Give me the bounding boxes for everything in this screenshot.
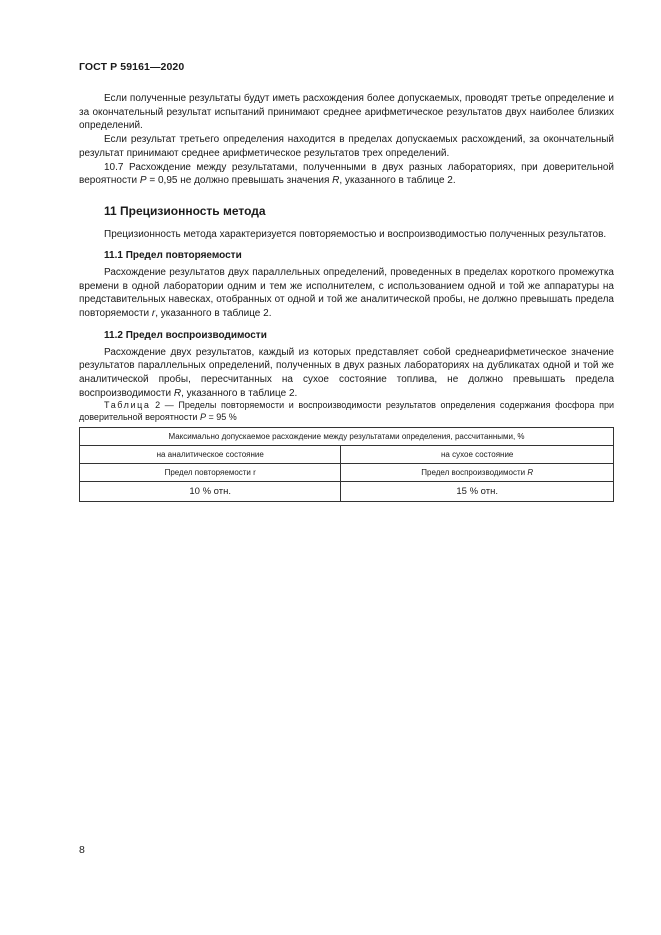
- variable-r-upper: R: [332, 175, 340, 187]
- text-run: = 95 %: [205, 411, 237, 422]
- text-run: Предел повторяемости: [164, 468, 254, 477]
- variable-p: P: [139, 175, 147, 187]
- table-caption: [79, 400, 614, 423]
- text-run: , указанного в таблице 2.: [181, 387, 298, 399]
- table-row: [80, 428, 614, 446]
- table-row: [80, 464, 614, 482]
- section-11-title: 11 Прецизионность метода: [104, 203, 266, 218]
- precision-table: [79, 427, 614, 502]
- page-number: 8: [79, 844, 85, 856]
- paragraph-third-within-limits: Если результат третьего определения находится в пределах допускаемых расхождений, за окончательный результат принимают среднее арифметическое результатов трех определений.: [79, 134, 614, 159]
- variable-r-lower: r: [253, 468, 256, 477]
- text-run: 10.7 Расхождение между результатами, полученными в двух разных лабораториях, при доверительной вероятности: [79, 161, 614, 187]
- page-content: [79, 92, 614, 502]
- table-row: [80, 482, 614, 502]
- table-row: [80, 446, 614, 464]
- table-cell-reproducibility-limit: [341, 464, 614, 482]
- text-run: , указанного в таблице 2.: [155, 308, 272, 320]
- text-run: Предел воспроизводимости: [421, 468, 528, 477]
- table-cell-repeatability-limit: [80, 464, 341, 482]
- section-11-2-text: [79, 346, 614, 401]
- section-11-1-text: [79, 266, 614, 321]
- table-cell-analytical-state: на аналитическое состояние: [80, 446, 341, 464]
- table-cell-repeatability-value: 10 % отн.: [80, 482, 341, 502]
- section-11-2-title: 11.2 Предел воспроизводимости: [104, 329, 267, 341]
- table-cell-dry-state: на сухое состояние: [341, 446, 614, 464]
- caption-label: Таблица: [104, 400, 151, 411]
- variable-r-upper: R: [173, 387, 182, 399]
- document-header: ГОСТ Р 59161—2020: [79, 61, 185, 73]
- text-run: Расхождение результатов двух параллельных определений, проведенных в пределах короткого промежутка времени в одной лаборатории одним и тем же исполнителем, с использованием одной и той же аппаратуры на представительных навесках, отобранных от одной и той же аналитической пробы, не должно превышать предела повторяемости: [79, 267, 614, 320]
- table-header-cell: Максимально допускаемое расхождение между результатами определения, рассчитанными, %: [80, 428, 614, 446]
- paragraph-third-determination: Если полученные результаты будут иметь расхождения более допускаемых, проводят третье определение и за окончательный результат испытаний принимают среднее арифметическое результатов двух наиболее близких определений.: [79, 93, 614, 132]
- table-cell-reproducibility-value: 15 % отн.: [341, 482, 614, 502]
- variable-r-lower: r: [151, 308, 156, 320]
- text-run: = 0,95 не должно превышать значения: [146, 175, 333, 187]
- text-run: 2 — Пределы повторяемости и воспроизводимости результатов определения содержания фосфора при доверительной вероятности: [79, 400, 614, 422]
- text-run: Расхождение двух результатов, каждый из которых представляет собой среднеарифметическое значение результатов параллельных определений, полученных в двух разных лабораториях на дубликатах одной и той же аналитической пробы, пересчитанных на сухое состояние топлива, не должно превышать предела воспроизводимости: [79, 346, 614, 399]
- variable-p: P: [199, 411, 206, 422]
- text-run: , указанного в таблице 2.: [339, 175, 456, 187]
- paragraph-10-7: [79, 161, 614, 188]
- section-11-text: Прецизионность метода характеризуется повторяемостью и воспроизводимостью полученных результатов.: [104, 228, 607, 240]
- variable-r-upper: R: [527, 468, 534, 477]
- section-11-1-title: 11.1 Предел повторяемости: [104, 250, 242, 262]
